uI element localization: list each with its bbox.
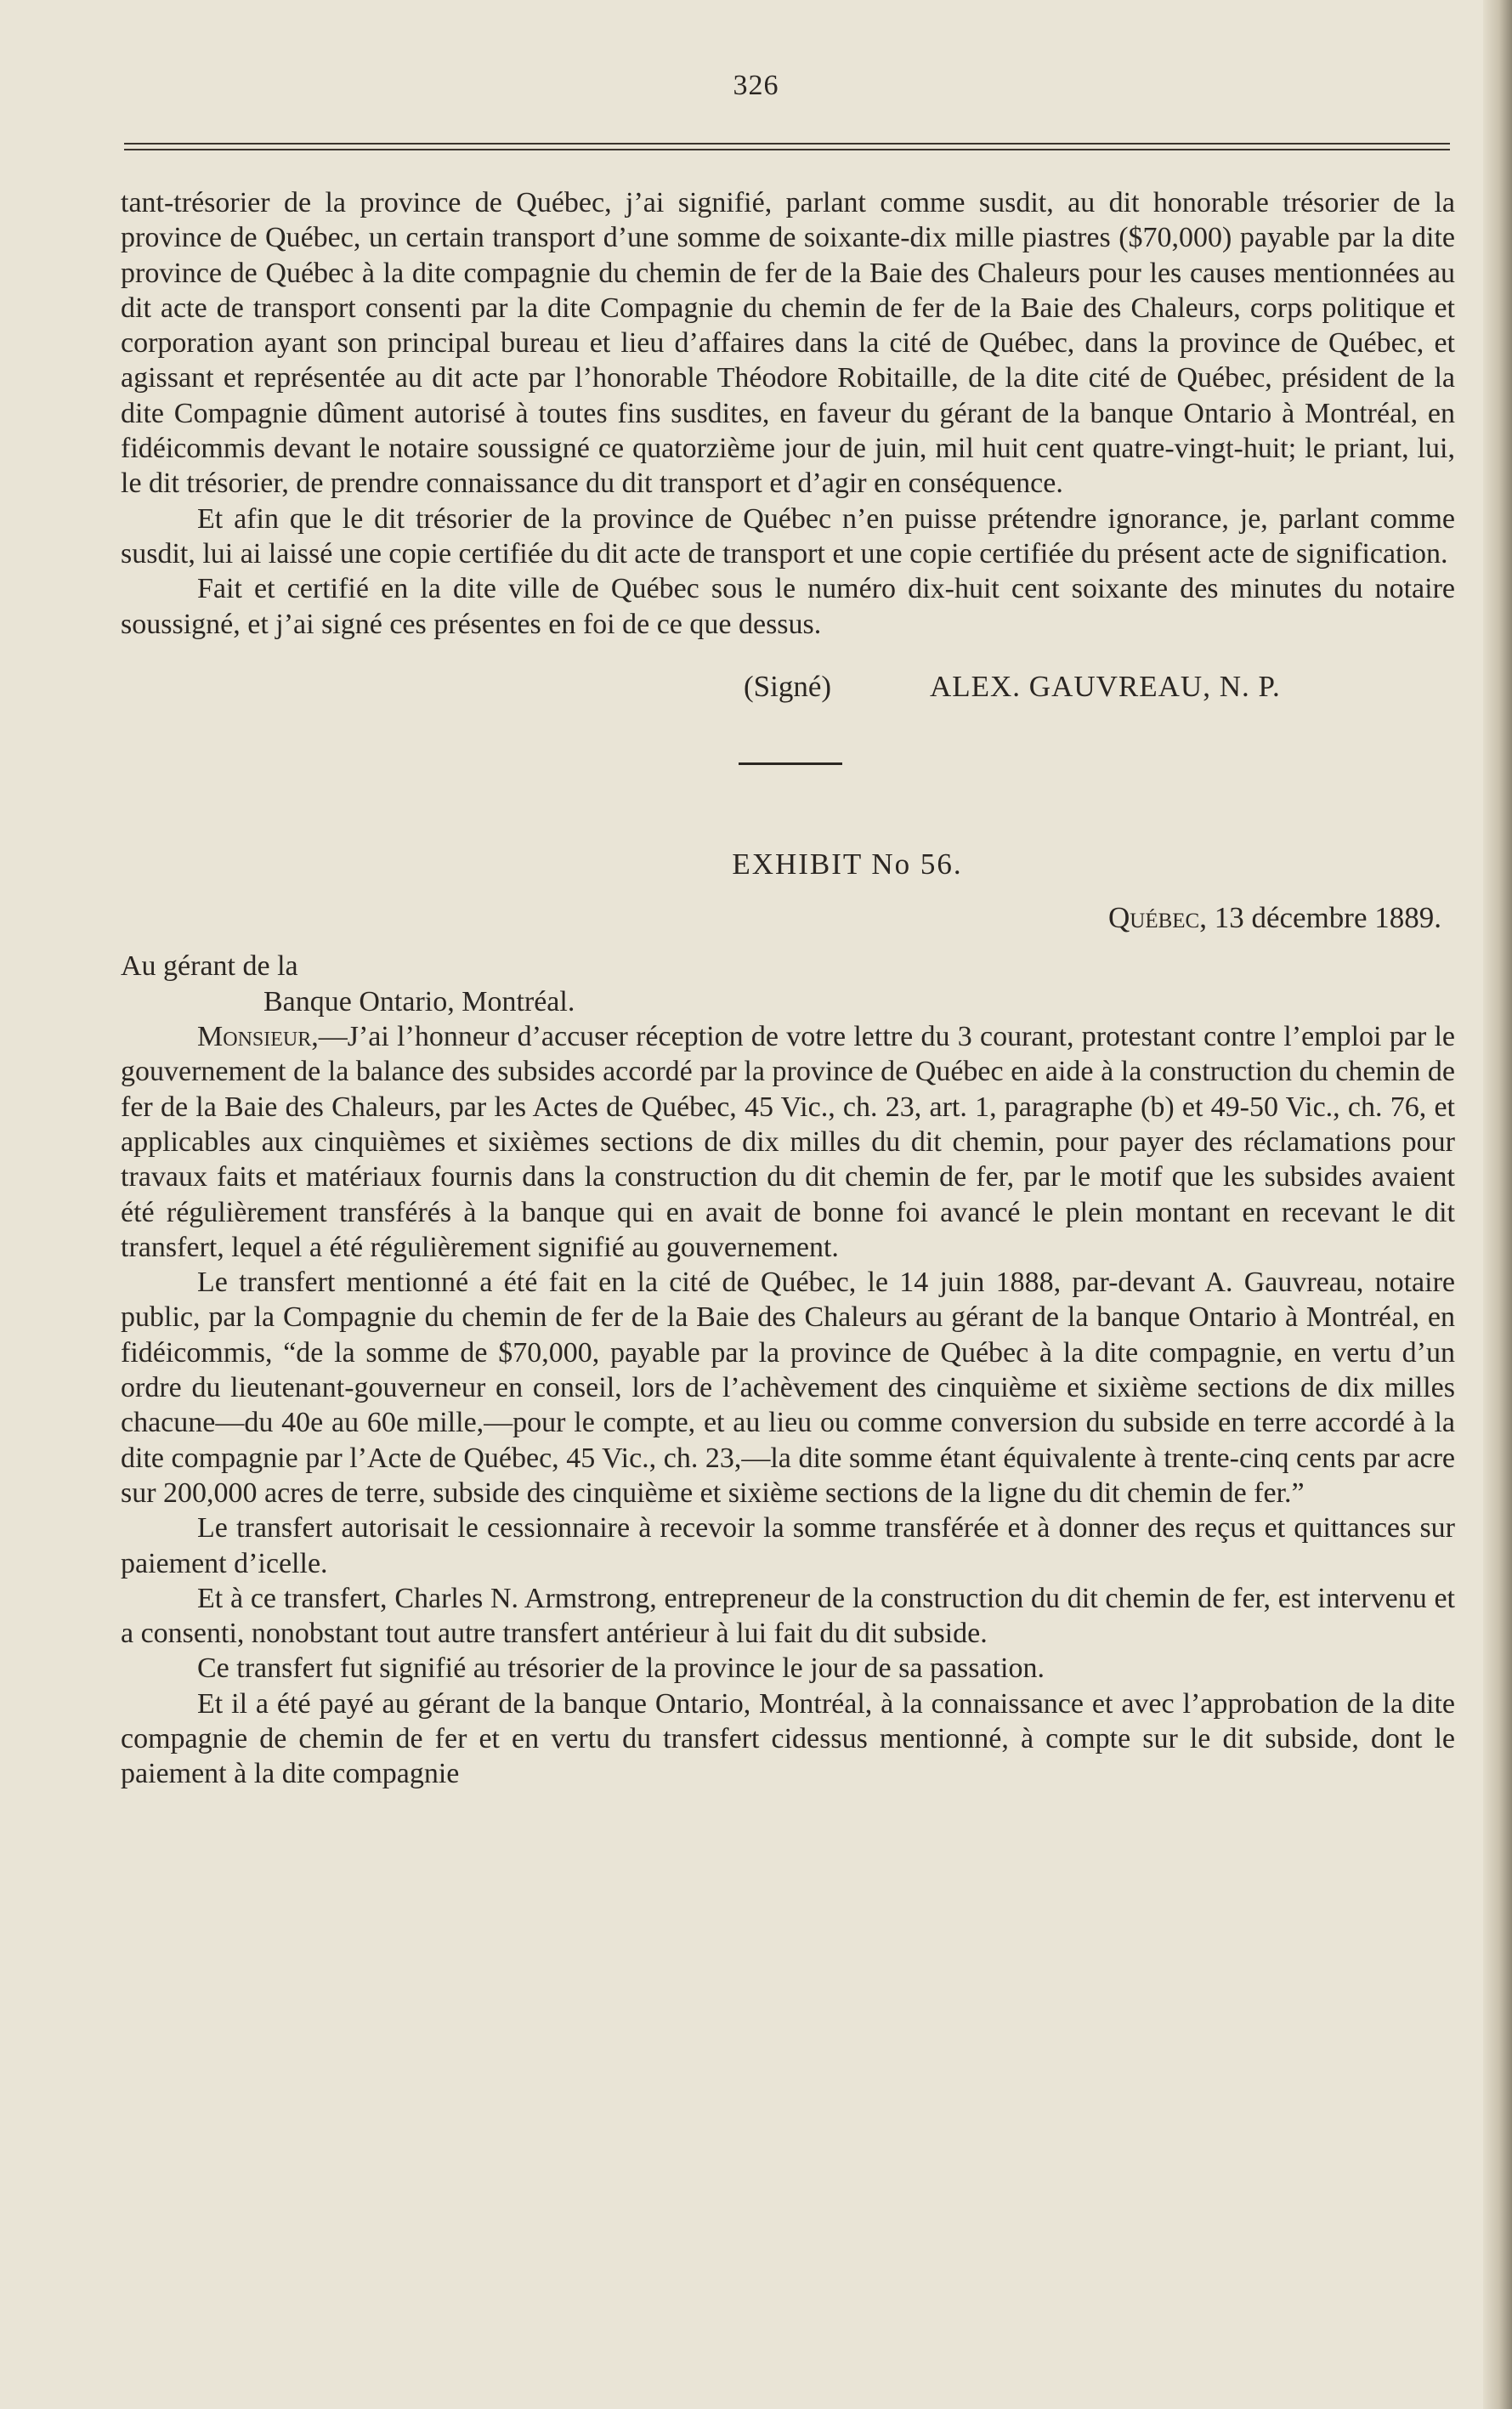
paragraph-top-1: tant-trésorier de la province de Québec, j’ai signifié, parlant comme susdit, au dit honorable trésorier de la province de Québec, un certain transport d’une somme de soixante-dix mille piastres ($70,000) payable par la dite province de Québec à la dite compagnie du chemin de fer de la Baie des Chaleurs pour les causes mentionnées au dit acte de transport consenti par la dite Compagnie du chemin de fer de la Baie des Chaleurs, corps politique et corporation ayant son principal bureau et lieu d’affaires dans la cité de Québec, dans la province de Québec, et agissant et représentée au dit acte par l’honorable Théodore Robitaille, de la dite cité de Québec, président de la dite Compagnie dûment autorisé à toutes fins susdites, en faveur du gérant de la banque Ontario à Montréal, en fidéicommis devant le notaire soussigné ce quatorzième jour de juin, mil huit cent quatre-vingt-huit; le priant, lui, le dit trésorier, de prendre connaissance du dit transport et d’agir en conséquence. [121,187,1455,500]
letter-paragraph-5: Ce transfert fut signifié au trésorier de la province le jour de sa passation. [197,1652,1045,1685]
letter-paragraph-1-text: —J’ai l’honneur d’accuser réception de votre lettre du 3 courant, protestant contre l’emploi par le gouvernement de la balance des subsides accordé par la province de Québec en aide à la construction du chemin de fer de la Baie des Chaleurs, par les Actes de Québec, 45 Vic., ch. 23, art. 1, paragraphe (b) et 49-50 Vic., ch. 76, et applicables aux cinquièmes et sixièmes sections de dix milles du dit chemin, pour payer des réclamations pour travaux faits et matériaux fournis dans la construction du dit chemin de fer, par le motif que les subsides avaient été régulièrement transférés à la banque qui en avait de bonne foi avancé le plein montant en recevant le dit transfert, lequel a été régulièrement signifié au gouvernement. [121,1021,1455,1263]
letter-paragraph-3: Le transfert autorisait le cessionnaire à recevoir la somme transférée et à donner des reçus et quittances sur paiement d’icelle. [121,1512,1455,1579]
addressee [121,949,1455,1019]
page-body [121,185,1455,1792]
letter-place: Québec [1107,901,1200,935]
letter-paragraph-6: Et il a été payé au gérant de la banque Ontario, Montréal, à la connaissance et avec l’approbation de la dite compagnie de chemin de fer et en vertu du transfert cidessus mentionné, à compte sur le dit subside, dont le paiement à la dite compagnie [121,1687,1455,1790]
signed-label: (Signé) [744,669,832,703]
letter-paragraph-4: Et à ce transfert, Charles N. Armstrong, entrepreneur de la construction du dit chemin de fer, est intervenu et a consenti, nonobstant tout autre transfert antérieur à lui fait du dit subside. [121,1582,1455,1650]
paragraph-top-3: Fait et certifié en la dite ville de Québec sous le numéro dix-huit cent soixante des minutes du notaire soussigné, et j’ai signé ces présentes en foi de ce que dessus. [121,573,1455,640]
letter-date [121,900,1455,935]
page-edge-shadow [1483,0,1512,2409]
salutation: Monsieur, [197,1021,319,1053]
paragraph-top-2: Et afin que le dit trésorier de la province de Québec n’en puisse prétendre ignorance, je, parlant comme susdit, lui ai laissé une copie certifiée du dit acte de transport et une copie certifiée du présent acte de signification. [121,502,1455,570]
letter-paragraph-1 [121,1019,1455,1265]
notary-signature: ALEX. GAUVREAU, N. P. [930,669,1281,703]
page-number: 326 [733,70,779,101]
letter-date-text: , 13 décembre 1889. [1199,901,1441,935]
signature-line [121,669,1455,710]
addressee-line-1: Au gérant de la [121,950,298,983]
addressee-line-2: Banque Ontario, Montréal. [263,985,575,1017]
exhibit-title: EXHIBIT No 56. [732,847,963,881]
header-double-rule [124,143,1450,150]
section-divider [739,762,842,765]
letter-paragraph-2: Le transfert mentionné a été fait en la cité de Québec, le 14 juin 1888, par-devant A. Gauvreau, notaire public, par la Compagnie du chemin de fer de la Baie des Chaleurs au gérant de la banque Ontario à Montréal, en fidéicommis, “de la somme de $70,000, payable par la province de Québec à la dite compagnie, en vertu d’un ordre du lieutenant-gouverneur en conseil, lors de l’achèvement des cinquième et sixième sections de dix milles chacune—du 40e au 60e mille,—pour le compte, et au lieu ou comme conversion du subside en terre accordé à la dite compagnie par l’Acte de Québec, 45 Vic., ch. 23,—la dite somme étant équivalente à trente-cinq cents par acre sur 200,000 acres de terre, subside des cinquième et sixième sections de la ligne du dit chemin de fer.” [121,1267,1455,1509]
